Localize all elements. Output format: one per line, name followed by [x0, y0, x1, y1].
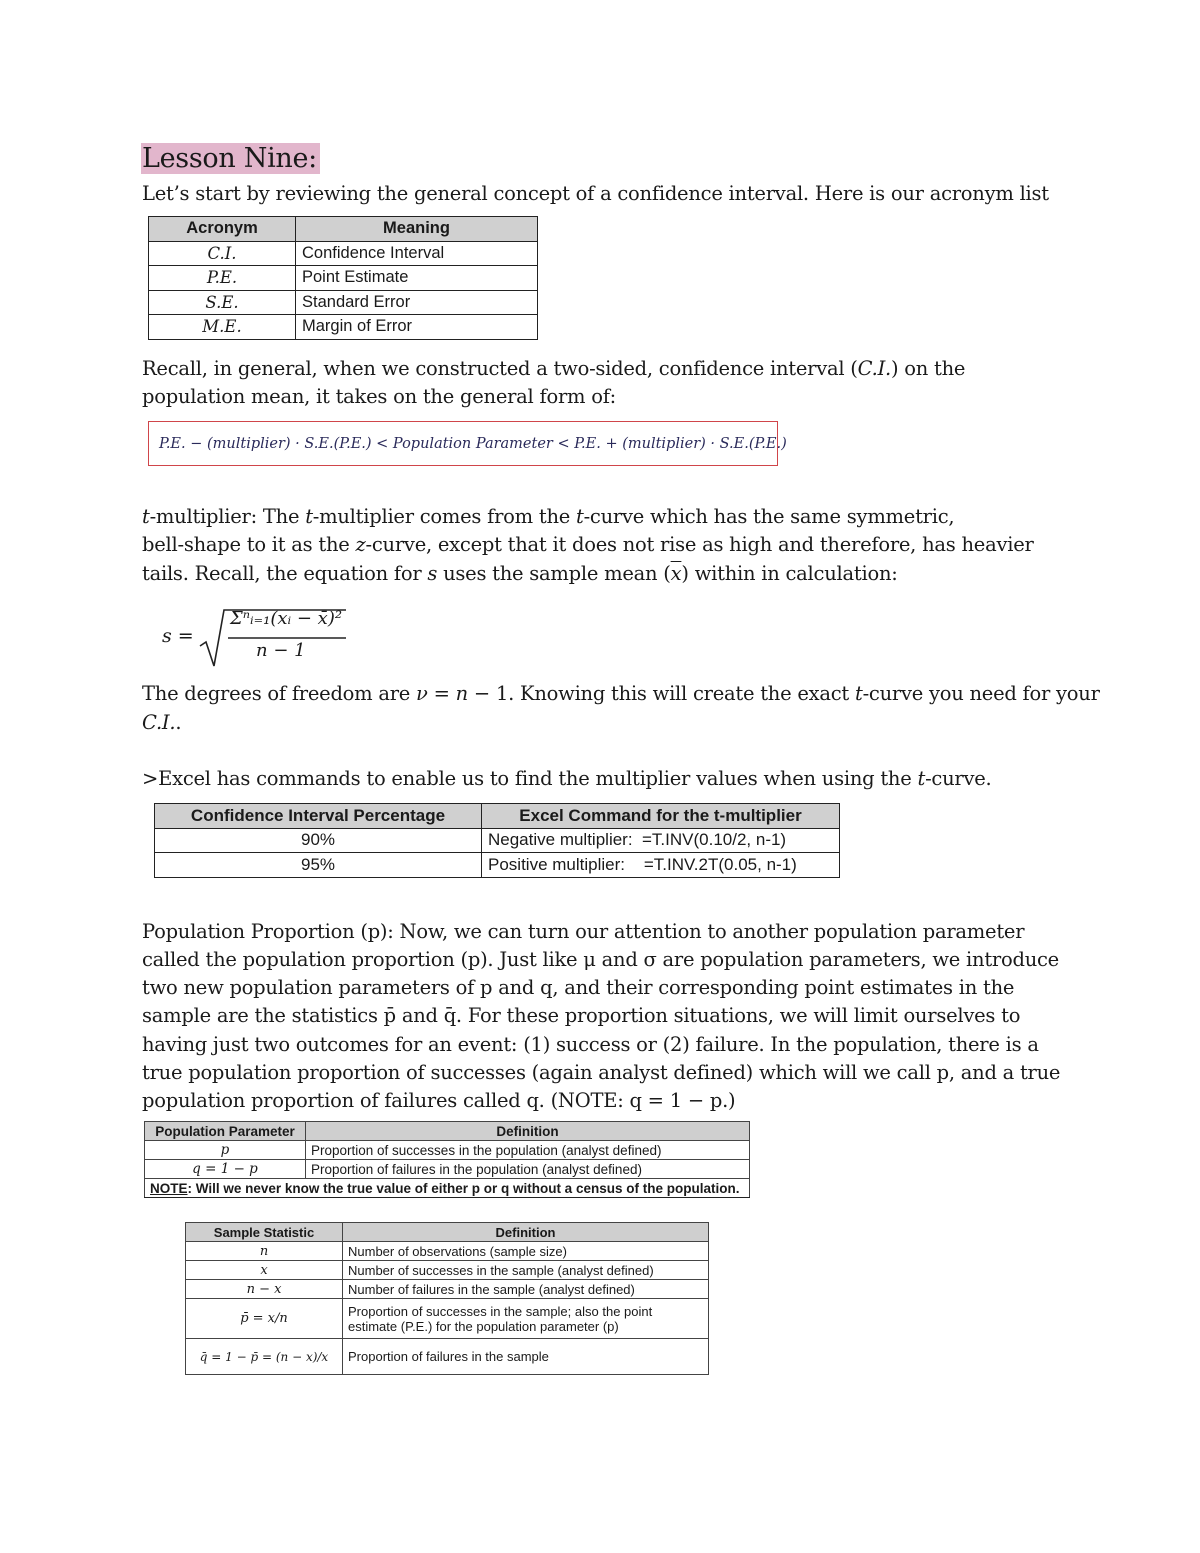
statistic-cell: p̄ = x/n	[186, 1299, 343, 1339]
note-label: NOTE	[150, 1180, 188, 1196]
definition-cell: Proportion of successes in the population (analyst defined)	[306, 1141, 750, 1160]
header-meaning: Meaning	[296, 217, 538, 242]
note-cell	[145, 1179, 750, 1198]
definition-line-1: Proportion of successes in the sample; also the point	[348, 1303, 653, 1319]
definition-line-2: estimate (P.E.) for the population parameter (p)	[348, 1318, 619, 1334]
statistic-cell: x	[186, 1261, 343, 1280]
meaning-cell: Standard Error	[296, 290, 538, 315]
table-row	[186, 1339, 709, 1375]
s-math: s	[427, 562, 438, 585]
percent-cell: 95%	[155, 853, 482, 878]
meaning-cell: Confidence Interval	[296, 241, 538, 266]
z-math: z	[355, 533, 366, 556]
recall-text-b: ) on the	[890, 357, 966, 380]
t-line-2	[142, 531, 1034, 559]
acronym-table	[148, 216, 538, 340]
excel-text: >Excel has commands to enable us to find the multiplier values when using the	[142, 767, 918, 790]
sample-table	[185, 1222, 709, 1375]
definition-cell	[343, 1299, 709, 1339]
dof-text: .	[175, 711, 182, 734]
table-row	[155, 853, 840, 878]
t-line-1	[142, 503, 954, 531]
dof-text: -curve you need for your	[862, 682, 1100, 705]
t-text: -curve which has the same symmetric,	[583, 505, 955, 528]
recall-text-a: Recall, in general, when we constructed a two-sided, confidence interval (	[142, 357, 858, 380]
definition-cell: Number of successes in the sample (analyst defined)	[343, 1261, 709, 1280]
proportion-line-5: having just two outcomes for an event: (1) success or (2) failure. In the population, there is a	[142, 1033, 1039, 1056]
command-cell: Negative multiplier: =T.INV(0.10/2, n-1)	[482, 828, 840, 853]
header-statistic: Sample Statistic	[186, 1223, 343, 1242]
excel-intro	[142, 765, 991, 793]
s-formula-lhs: s =	[162, 625, 194, 647]
table-header-row	[155, 804, 840, 829]
acronym-cell: C.I.	[149, 241, 296, 266]
dof-line-1	[142, 680, 1100, 708]
meaning-cell: Margin of Error	[296, 315, 538, 340]
ci-math: C.I.	[857, 357, 891, 380]
definition-cell: Proportion of failures in the population (analyst defined)	[306, 1160, 750, 1179]
intro-text: Let’s start by reviewing the general concept of a confidence interval. Here is our acronym list	[142, 182, 1049, 205]
nu-math: ν	[416, 682, 428, 705]
definition-cell: Proportion of failures in the sample	[343, 1339, 709, 1375]
table-row	[186, 1261, 709, 1280]
t-text: uses the sample mean (	[437, 562, 671, 585]
table-header-row	[145, 1122, 750, 1141]
table-row	[149, 266, 538, 291]
t-math: t	[854, 682, 863, 705]
t-math: t	[576, 505, 584, 528]
proportion-line-1: Population Proportion (p): Now, we can turn our attention to another population parameter	[142, 920, 1025, 943]
table-row	[145, 1179, 750, 1198]
table-row	[149, 241, 538, 266]
n-math: n	[455, 682, 468, 705]
proportion-line-3: two new population parameters of p and q, and their corresponding point estimates in the	[142, 976, 1015, 999]
t-math: t	[142, 505, 150, 528]
statistic-cell: n	[186, 1242, 343, 1261]
t-text: ) within in calculation:	[681, 562, 898, 585]
note-text: : Will we never know the true value of either p or q without a census of the population.	[187, 1180, 740, 1196]
general-form-box	[148, 421, 787, 466]
header-percent: Confidence Interval Percentage	[155, 804, 482, 829]
acronym-cell: P.E.	[149, 266, 296, 291]
dof-text: The degrees of freedom are	[142, 682, 417, 705]
definition-cell: Number of observations (sample size)	[343, 1242, 709, 1261]
table-row	[145, 1160, 750, 1179]
table-row	[155, 828, 840, 853]
header-definition: Definition	[343, 1223, 709, 1242]
lesson-title: Lesson Nine:	[141, 143, 320, 174]
t-line-3	[142, 560, 898, 588]
command-cell: Positive multiplier: =T.INV.2T(0.05, n-1)	[482, 853, 840, 878]
proportion-line-4: sample are the statistics p̄ and q̄. For these proportion situations, we will limit ourselves to	[142, 1004, 1021, 1027]
xbar-math: $\overline{x}$	[670, 562, 682, 585]
proportion-line-6: true population proportion of successes (again analyst defined) which will we call p, and a true	[142, 1061, 1061, 1084]
t-math: t	[305, 505, 313, 528]
t-text: tails. Recall, the equation for	[142, 562, 428, 585]
table-row	[145, 1141, 750, 1160]
t-math: t	[917, 767, 926, 790]
dof-line-2	[142, 709, 181, 737]
s-formula-denominator: n − 1	[256, 640, 306, 661]
header-parameter: Population Parameter	[145, 1122, 306, 1141]
general-form-formula: P.E. − (multiplier) · S.E.(P.E.) < Population Parameter < P.E. + (multiplier) · S.E.(P.E.)	[159, 435, 787, 452]
percent-cell: 90%	[155, 828, 482, 853]
parameter-cell: p	[145, 1141, 306, 1160]
header-command: Excel Command for the t-multiplier	[482, 804, 840, 829]
excel-table	[154, 803, 840, 878]
statistic-cell: q̄ = 1 − p̄ = (n − x)/x	[186, 1339, 343, 1375]
recall-line-2: population mean, it takes on the general form of:	[142, 385, 616, 408]
table-row	[149, 315, 538, 340]
proportion-line-2: called the population proportion (p). Just like μ and σ are population parameters, we introduce	[142, 948, 1059, 971]
table-row	[149, 290, 538, 315]
t-text: -multiplier comes from the	[312, 505, 576, 528]
header-acronym: Acronym	[149, 217, 296, 242]
acronym-cell: M.E.	[149, 315, 296, 340]
proportion-line-7: population proportion of failures called q. (NOTE: q = 1 − p.)	[142, 1089, 736, 1112]
t-text: -multiplier: The	[149, 505, 306, 528]
table-row	[186, 1299, 709, 1339]
statistic-cell: n − x	[186, 1280, 343, 1299]
table-row	[186, 1242, 709, 1261]
population-table	[144, 1121, 750, 1198]
ci-math: C.I.	[142, 711, 176, 734]
s-formula-numerator: Σⁿᵢ₌₁(xᵢ − x̄)²	[230, 608, 343, 629]
recall-line-1	[142, 355, 965, 383]
acronym-cell: S.E.	[149, 290, 296, 315]
lesson-title-wrap	[141, 142, 320, 176]
parameter-cell: q = 1 − p	[145, 1160, 306, 1179]
t-text: bell-shape to it as the	[142, 533, 356, 556]
table-row	[186, 1280, 709, 1299]
definition-cell: Number of failures in the sample (analyst defined)	[343, 1280, 709, 1299]
dof-text: =	[427, 682, 456, 705]
header-definition: Definition	[306, 1122, 750, 1141]
t-text: -curve, except that it does not rise as high and therefore, has heavier	[365, 533, 1034, 556]
table-header-row	[186, 1223, 709, 1242]
dof-text: − 1. Knowing this will create the exact	[467, 682, 855, 705]
meaning-cell: Point Estimate	[296, 266, 538, 291]
excel-text: -curve.	[925, 767, 992, 790]
table-header-row	[149, 217, 538, 242]
